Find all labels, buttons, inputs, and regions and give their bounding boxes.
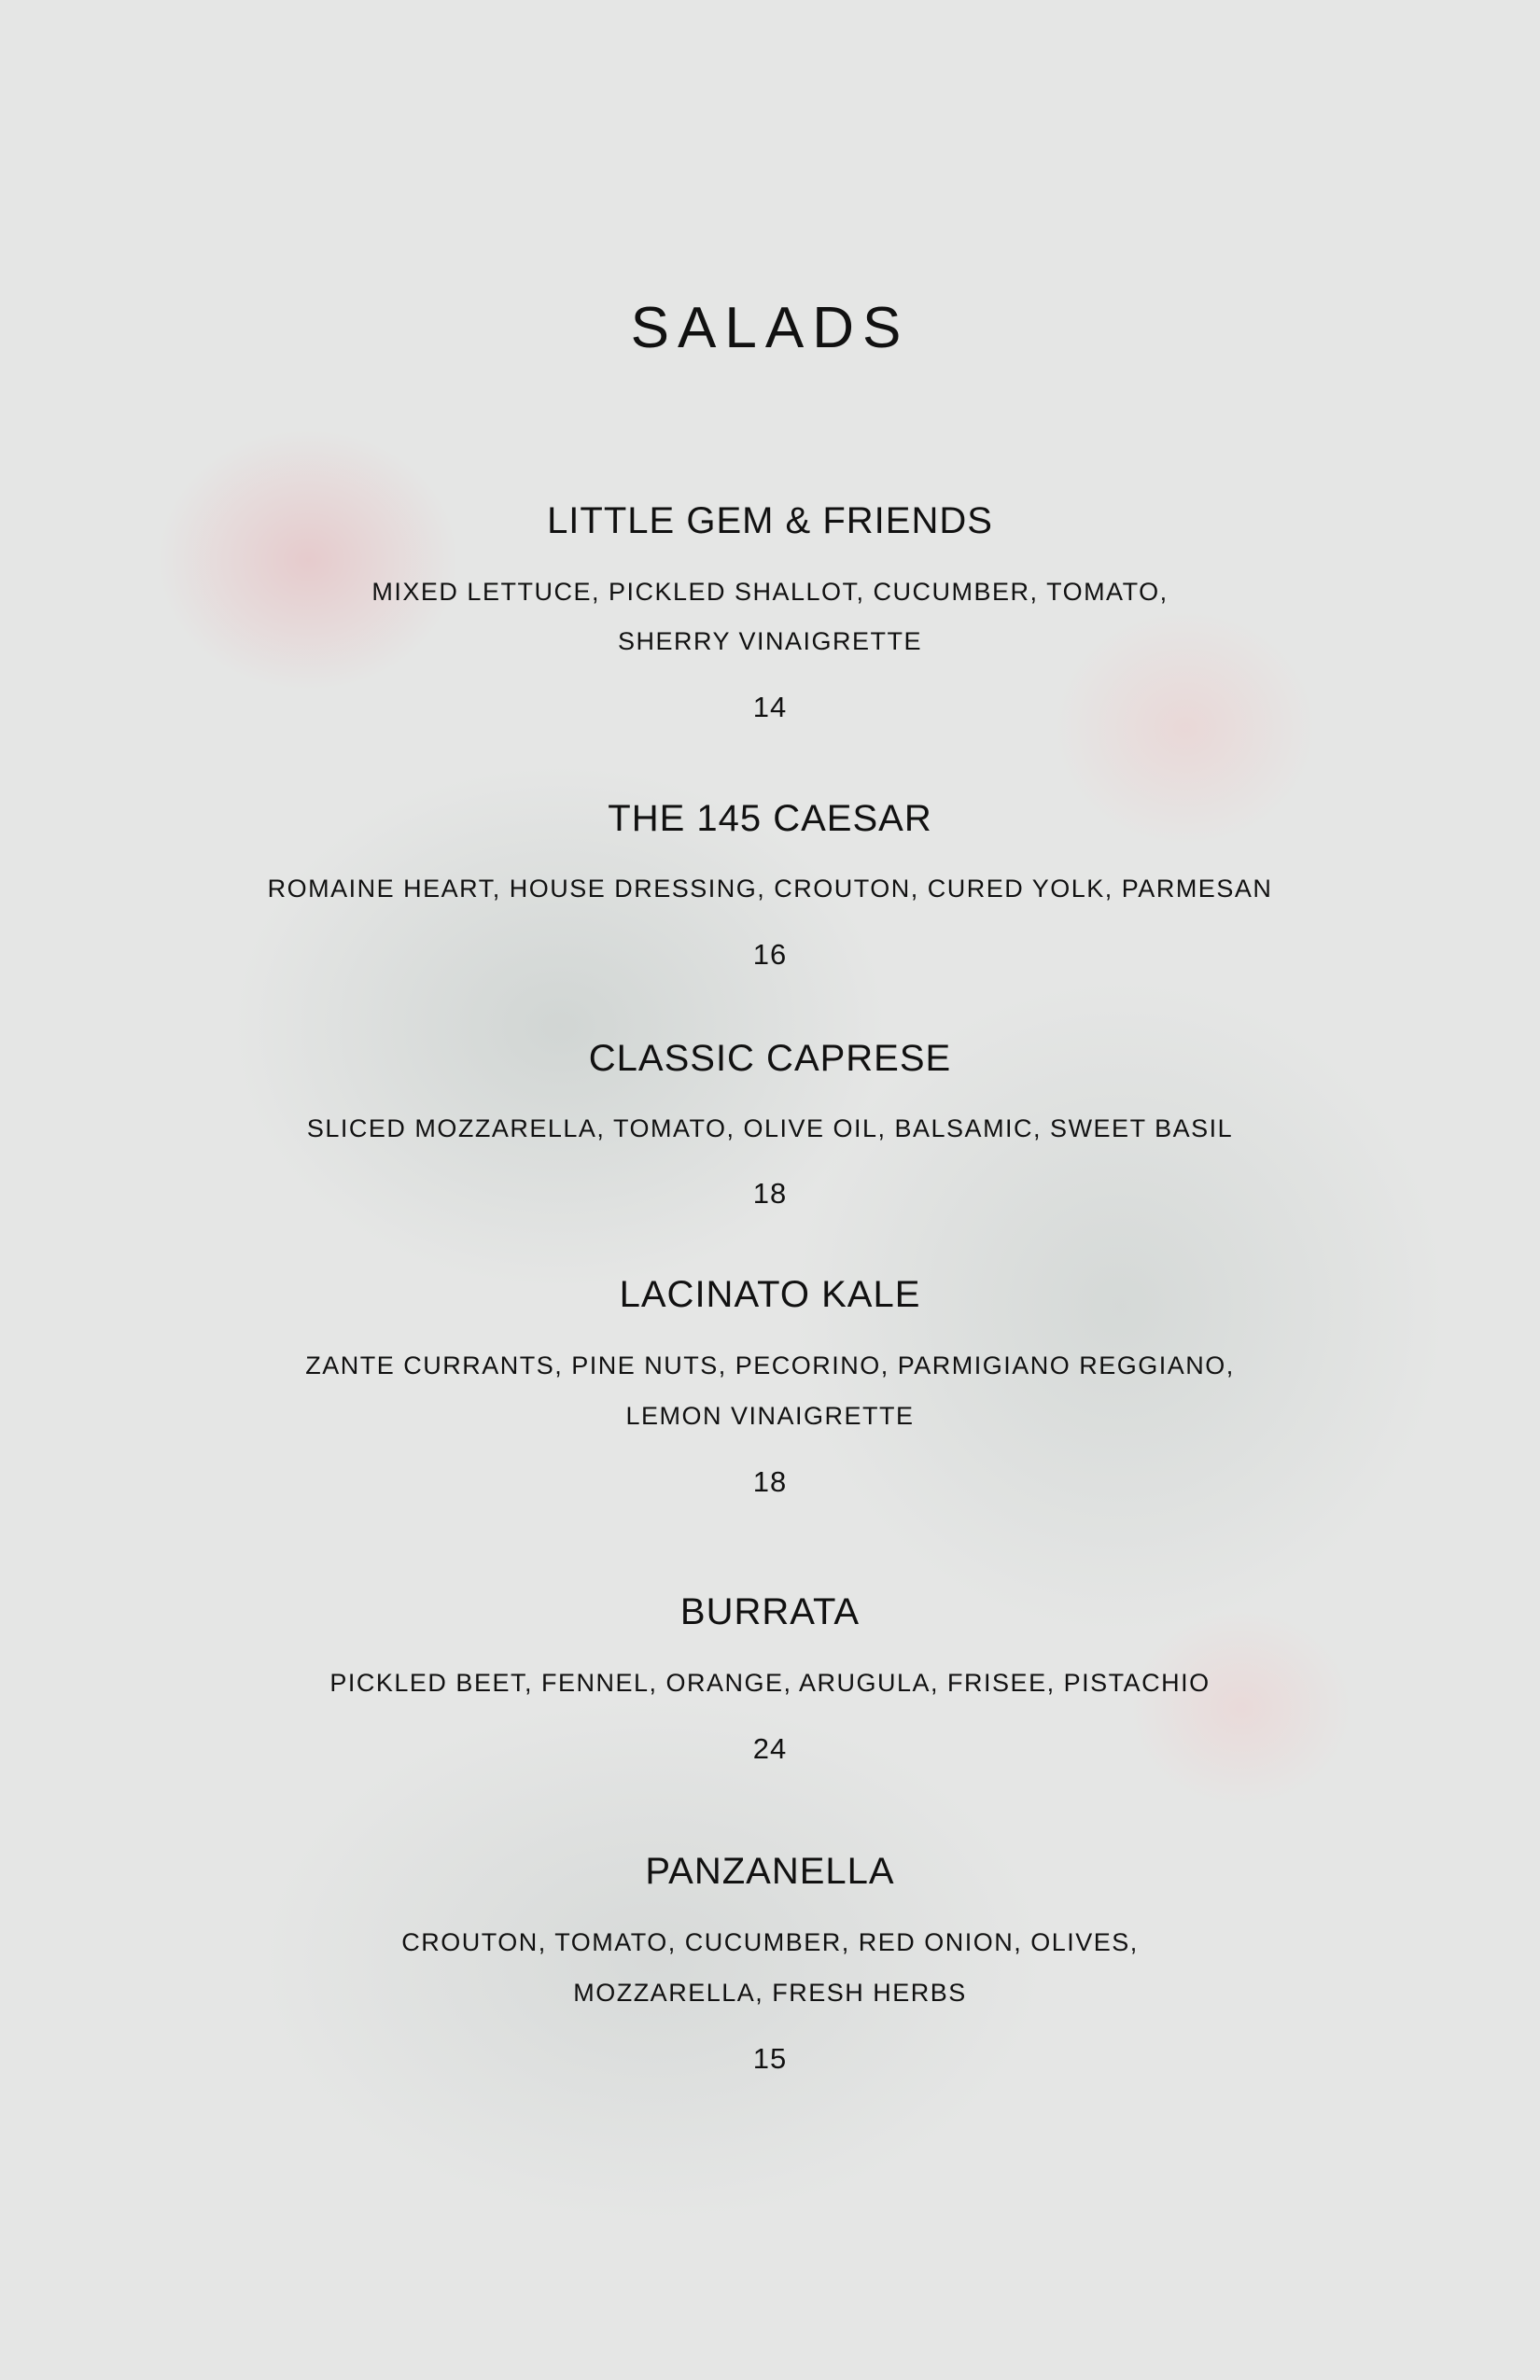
item-price: 14 (752, 691, 788, 723)
page-title: SALADS (630, 296, 910, 360)
item-name: PANZANELLA (645, 1851, 895, 1892)
item-name: CLASSIC CAPRESE (588, 1038, 952, 1079)
item-price: 15 (752, 2042, 788, 2075)
item-name: LITTLE GEM & FRIENDS (547, 500, 993, 541)
item-name: THE 145 CAESAR (608, 798, 932, 839)
item-description: LEMON VINAIGRETTE (625, 1402, 915, 1430)
item-description: ZANTE CURRANTS, PINE NUTS, PECORINO, PARMIGIANO REGGIANO, (305, 1351, 1235, 1379)
item-description: ROMAINE HEART, HOUSE DRESSING, CROUTON, CURED YOLK, PARMESAN (267, 875, 1273, 903)
item-price: 18 (752, 1465, 788, 1498)
item-price: 18 (752, 1177, 788, 1210)
item-description: MOZZARELLA, FRESH HERBS (573, 1979, 967, 2007)
item-description: CROUTON, TOMATO, CUCUMBER, RED ONION, OLIVES, (401, 1928, 1139, 1956)
item-description: SHERRY VINAIGRETTE (617, 627, 923, 655)
item-price: 24 (752, 1732, 788, 1765)
item-description: MIXED LETTUCE, PICKLED SHALLOT, CUCUMBER, TOMATO, (371, 578, 1169, 606)
item-name: BURRATA (679, 1591, 861, 1632)
item-description: PICKLED BEET, FENNEL, ORANGE, ARUGULA, FRISEE, PISTACHIO (329, 1669, 1211, 1697)
item-name: LACINATO KALE (619, 1274, 921, 1315)
item-description: SLICED MOZZARELLA, TOMATO, OLIVE OIL, BALSAMIC, SWEET BASIL (306, 1114, 1234, 1142)
item-price: 16 (752, 938, 788, 971)
